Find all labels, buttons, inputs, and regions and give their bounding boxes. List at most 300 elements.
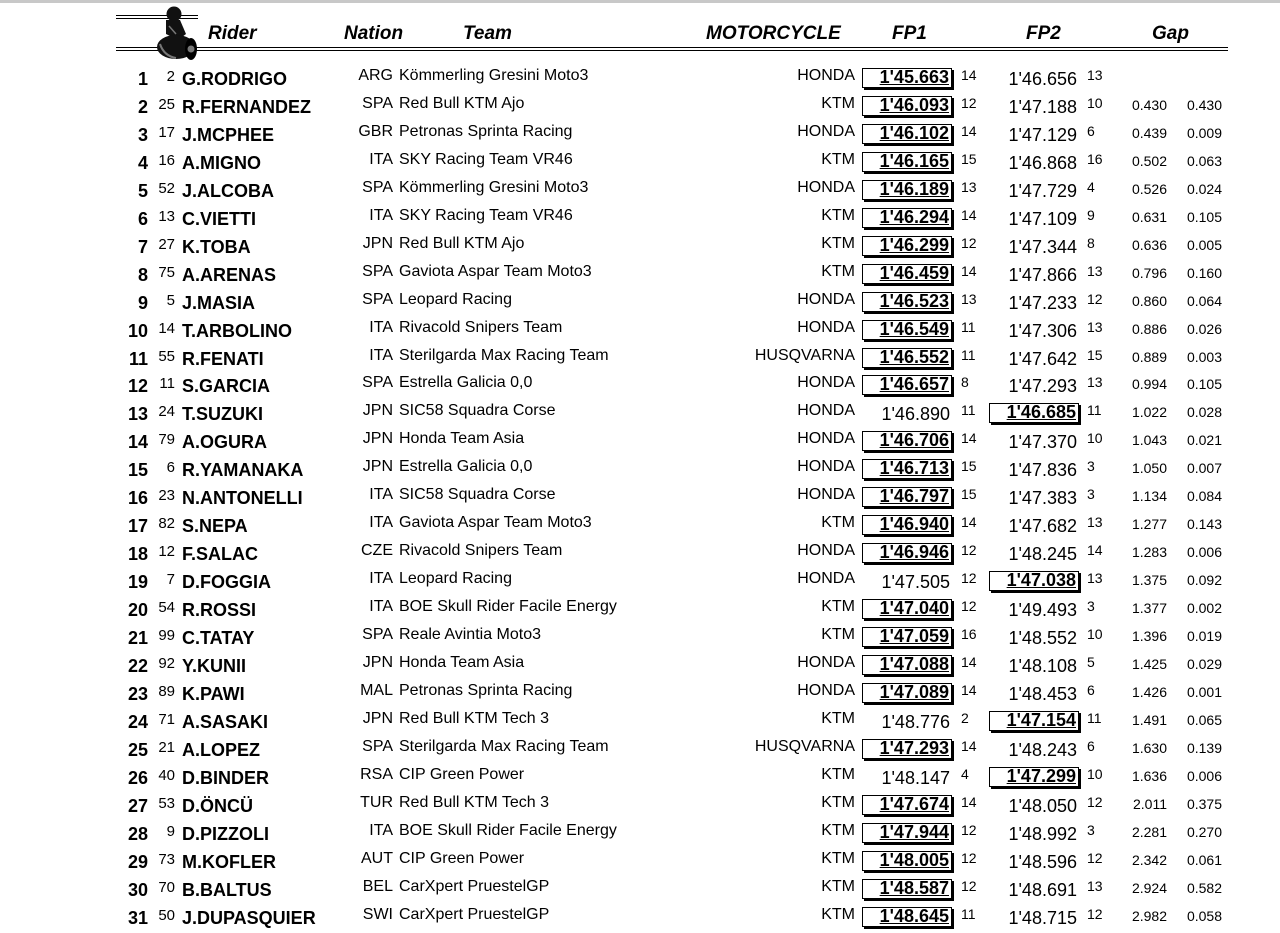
team-name: Petronas Sprinta Racing: [399, 681, 573, 699]
table-row: [0, 902, 1280, 930]
fp2-lap: 12: [1087, 905, 1103, 922]
rider-number: 7: [166, 571, 175, 589]
table-row: [0, 762, 1280, 790]
rider-number: 55: [158, 347, 175, 365]
rider-number: 24: [158, 403, 175, 421]
fp1-lap: 14: [961, 514, 977, 531]
team-name: CIP Green Power: [399, 765, 525, 783]
motorcycle: HONDA: [797, 570, 855, 588]
fp1-lap: 14: [961, 793, 977, 810]
header-rider: Rider: [208, 23, 257, 44]
fp2-lap: 3: [1087, 598, 1095, 615]
position: 15: [127, 460, 148, 481]
gap-to-first: 1.426: [1131, 683, 1167, 700]
fp2-lap: 12: [1087, 849, 1103, 866]
table-row: [0, 259, 1280, 287]
fp1-time: 1'46.657: [862, 375, 952, 395]
fp1-lap: 12: [961, 234, 977, 251]
fp1-lap: 8: [961, 374, 969, 391]
gap-to-first: 2.342: [1131, 851, 1167, 868]
rider-number: 2: [166, 68, 175, 85]
gap-to-previous: 0.061: [1186, 851, 1222, 868]
gap-to-first: 0.502: [1131, 152, 1167, 169]
nation: SPA: [362, 178, 393, 196]
gap-to-first: 1.050: [1131, 460, 1167, 477]
nation: TUR: [360, 793, 393, 811]
fp2-lap: 6: [1087, 681, 1095, 698]
top-border: [0, 0, 1280, 3]
gap-to-previous: 0.105: [1186, 376, 1222, 393]
fp2-time: 1'47.642: [1008, 348, 1077, 369]
motorcycle: KTM: [821, 849, 855, 867]
nation: CZE: [361, 542, 393, 560]
fp2-lap: 13: [1087, 514, 1103, 531]
fp2-lap: 13: [1087, 318, 1103, 335]
rider-number: 54: [158, 599, 175, 617]
gap-to-first: 2.924: [1131, 879, 1167, 896]
fp2-time: 1'47.344: [1008, 236, 1077, 257]
gap-to-previous: 0.064: [1186, 292, 1222, 309]
fp2-time: 1'49.493: [1008, 600, 1077, 621]
position: 29: [127, 851, 148, 872]
rider-name: K.PAWI: [182, 683, 245, 704]
nation: SPA: [362, 262, 393, 280]
position: 28: [127, 823, 148, 844]
team-name: Red Bull KTM Ajo: [399, 234, 525, 252]
gap-to-previous: 0.375: [1186, 795, 1222, 812]
fp1-lap: 14: [961, 681, 977, 698]
motorcycle: KTM: [821, 821, 855, 839]
fp2-lap: 14: [1087, 542, 1103, 559]
gap-to-previous: 0.002: [1186, 600, 1222, 617]
team-name: Honda Team Asia: [399, 653, 525, 671]
position: 11: [128, 348, 148, 369]
fp2-lap: 10: [1087, 94, 1103, 111]
fp2-time: 1'48.715: [1008, 907, 1077, 928]
rider-name: J.DUPASQUIER: [182, 907, 316, 928]
fp2-lap: 10: [1087, 626, 1103, 642]
motorcycle-rider-logo: [152, 4, 204, 62]
table-row: [0, 343, 1280, 371]
table-row: [0, 594, 1280, 622]
fp2-time: 1'46.656: [1008, 69, 1077, 89]
fp2-time: 1'47.306: [1008, 320, 1077, 341]
gap-to-previous: 0.160: [1186, 264, 1222, 281]
gap-to-previous: 0.029: [1186, 655, 1222, 672]
header-rule-bottom-2: [116, 50, 1228, 51]
fp1-time: 1'48.645: [862, 907, 952, 927]
rider-number: 73: [158, 850, 175, 868]
table-row: [0, 846, 1280, 874]
fp1-time: 1'46.294: [862, 208, 952, 228]
fp1-time: 1'46.706: [862, 431, 952, 451]
fp1-lap: 2: [961, 709, 969, 726]
table-row: [0, 734, 1280, 762]
nation: SWI: [362, 905, 393, 923]
motorcycle: HONDA: [797, 486, 855, 504]
rider-name: A.SASAKI: [182, 711, 269, 732]
table-row: [0, 398, 1280, 426]
table-row: [0, 203, 1280, 231]
gap-to-first: 0.860: [1131, 292, 1167, 309]
team-name: SKY Racing Team VR46: [399, 206, 573, 224]
header-fp1: FP1: [892, 23, 927, 44]
gap-to-previous: 0.003: [1186, 348, 1222, 365]
fp1-time: 1'46.189: [862, 180, 952, 200]
rider-name: G.RODRIGO: [182, 69, 288, 89]
fp1-time: 1'46.890: [881, 404, 950, 425]
team-name: Gaviota Aspar Team Moto3: [399, 514, 592, 532]
rider-number: 16: [158, 151, 175, 169]
motorcycle: HONDA: [797, 402, 855, 420]
table-row: [0, 790, 1280, 818]
nation: RSA: [360, 765, 393, 783]
fp1-lap: 12: [961, 542, 977, 559]
motorcycle: KTM: [821, 709, 855, 727]
nation: JPN: [362, 402, 393, 420]
fp1-lap: 4: [961, 765, 969, 782]
fp1-lap: 11: [961, 402, 976, 419]
motorcycle: HUSQVARNA: [754, 737, 855, 755]
header-nation: Nation: [344, 23, 404, 44]
team-name: CarXpert PruestelGP: [399, 877, 550, 895]
gap-to-previous: 0.105: [1186, 208, 1222, 225]
fp2-lap: 6: [1087, 737, 1095, 754]
rider-number: 23: [158, 487, 175, 505]
motorcycle: HONDA: [797, 458, 855, 476]
motorcycle: KTM: [821, 626, 855, 643]
fp1-time: 1'48.776: [881, 711, 950, 732]
nation: ARG: [358, 67, 393, 84]
rider-name: D.PIZZOLI: [182, 823, 269, 844]
fp2-time: 1'48.552: [1008, 628, 1077, 648]
gap-to-first: 1.425: [1131, 655, 1167, 672]
rider-number: 21: [158, 738, 175, 756]
nation: BEL: [362, 877, 393, 895]
fp1-time: 1'47.088: [862, 655, 952, 675]
table-row: [0, 426, 1280, 454]
team-name: Honda Team Asia: [399, 430, 525, 448]
rider-number: 53: [158, 794, 175, 812]
rider-number: 50: [158, 906, 175, 924]
motorcycle: KTM: [821, 262, 855, 280]
fp1-lap: 12: [961, 849, 977, 866]
gap-to-first: 1.375: [1131, 572, 1167, 589]
motorcycle: KTM: [821, 234, 855, 252]
gap-to-previous: 0.139: [1186, 739, 1222, 756]
gap-to-first: 0.631: [1131, 208, 1167, 225]
position: 13: [127, 404, 148, 425]
motorcycle: HONDA: [797, 653, 855, 671]
fp1-time: 1'46.940: [862, 515, 952, 535]
gap-to-previous: 0.021: [1186, 432, 1222, 449]
fp2-time: 1'47.188: [1008, 96, 1077, 117]
position: 3: [137, 124, 148, 145]
fp2-lap: 12: [1087, 793, 1103, 810]
rider-number: 52: [158, 179, 175, 197]
nation: ITA: [369, 598, 393, 616]
position: 21: [127, 628, 148, 648]
fp2-lap: 12: [1087, 290, 1103, 307]
nation: SPA: [362, 290, 393, 308]
position: 1: [137, 69, 148, 89]
nation: SPA: [362, 626, 393, 643]
fp2-lap: 16: [1087, 150, 1103, 167]
motorcycle: KTM: [821, 905, 855, 923]
fp1-lap: 11: [961, 318, 976, 335]
fp1-time: 1'46.165: [862, 152, 952, 172]
fp2-time: 1'48.596: [1008, 851, 1077, 872]
position: 20: [127, 600, 148, 621]
position: 16: [127, 488, 148, 509]
position: 30: [127, 879, 148, 900]
position: 22: [127, 655, 148, 676]
rider-name: M.KOFLER: [182, 851, 276, 872]
fp2-lap: 4: [1087, 178, 1095, 195]
gap-to-first: 2.011: [1133, 795, 1167, 812]
gap-to-previous: 0.270: [1186, 823, 1222, 840]
table-row: [0, 454, 1280, 482]
table-row: [0, 175, 1280, 203]
rider-name: J.MASIA: [182, 292, 256, 313]
team-name: CIP Green Power: [399, 849, 525, 867]
fp2-time: 1'47.038: [989, 571, 1079, 591]
rider-number: 25: [158, 95, 175, 113]
table-row: [0, 706, 1280, 734]
fp2-time: 1'47.383: [1008, 488, 1077, 509]
table-row: [0, 566, 1280, 594]
nation: ITA: [369, 318, 393, 336]
fp1-time: 1'47.059: [862, 627, 952, 647]
fp2-lap: 3: [1087, 486, 1095, 503]
motorcycle: KTM: [821, 765, 855, 783]
fp1-time: 1'46.459: [862, 264, 952, 284]
team-name: Reale Avintia Moto3: [399, 626, 542, 643]
fp1-time: 1'46.552: [862, 348, 952, 368]
gap-to-previous: 0.028: [1186, 404, 1222, 421]
motorcycle: KTM: [821, 793, 855, 811]
rider-name: A.OGURA: [182, 432, 267, 453]
rider-name: S.GARCIA: [182, 376, 271, 397]
team-name: Red Bull KTM Tech 3: [399, 793, 549, 811]
nation: ITA: [369, 150, 393, 168]
fp1-time: 1'46.797: [862, 487, 952, 507]
team-name: Gaviota Aspar Team Moto3: [399, 262, 592, 280]
fp2-lap: 5: [1087, 653, 1095, 670]
gap-to-first: 1.043: [1131, 432, 1167, 449]
fp2-lap: 11: [1087, 402, 1102, 419]
fp1-time: 1'46.549: [862, 320, 952, 340]
fp2-time: 1'47.836: [1008, 460, 1077, 481]
position: 23: [127, 683, 148, 704]
rider-name: N.ANTONELLI: [182, 488, 303, 509]
position: 5: [137, 180, 148, 201]
nation: JPN: [362, 430, 393, 448]
header-gap: Gap: [1152, 23, 1189, 44]
rider-number: 99: [158, 627, 175, 644]
fp1-lap: 13: [961, 290, 977, 307]
fp1-lap: 12: [961, 877, 977, 894]
position: 2: [137, 96, 148, 117]
fp1-time: 1'47.944: [862, 823, 952, 843]
nation: ITA: [369, 486, 393, 504]
position: 25: [127, 739, 148, 760]
fp1-time: 1'48.005: [862, 851, 952, 871]
fp2-time: 1'47.729: [1008, 180, 1077, 201]
rider-name: J.MCPHEE: [182, 124, 275, 145]
fp2-lap: 3: [1087, 458, 1095, 475]
table-row: [0, 119, 1280, 147]
rider-number: 13: [158, 207, 175, 225]
rider-number: 14: [158, 319, 175, 337]
rider-number: 40: [158, 766, 175, 784]
motorcycle: HONDA: [797, 374, 855, 392]
team-name: Sterilgarda Max Racing Team: [399, 346, 609, 364]
table-row: [0, 287, 1280, 315]
team-name: BOE Skull Rider Facile Energy: [399, 598, 617, 616]
gap-to-previous: 0.024: [1186, 180, 1222, 197]
table-row: [0, 650, 1280, 678]
rider-name: R.FENATI: [182, 348, 264, 369]
position: 4: [137, 152, 148, 173]
gap-to-first: 1.277: [1131, 516, 1167, 533]
fp1-time: 1'46.946: [862, 543, 952, 563]
fp2-time: 1'46.868: [1008, 152, 1077, 173]
team-name: Rivacold Snipers Team: [399, 542, 563, 560]
fp1-lap: 15: [961, 458, 977, 475]
table-row: [0, 315, 1280, 343]
fp1-lap: 12: [961, 94, 977, 111]
motorcycle: HONDA: [797, 681, 855, 699]
table-row: [0, 147, 1280, 175]
fp1-time: 1'47.293: [862, 739, 952, 759]
position: 14: [127, 432, 148, 453]
position: 27: [127, 795, 148, 816]
header-motorcycle: MOTORCYCLE: [706, 23, 841, 44]
position: 9: [137, 292, 148, 313]
gap-to-previous: 0.006: [1186, 544, 1222, 561]
gap-to-first: 2.281: [1131, 823, 1167, 840]
motorcycle: HONDA: [797, 178, 855, 196]
rider-number: 92: [158, 654, 175, 672]
gap-to-first: 0.439: [1131, 124, 1167, 141]
rider-number: 82: [158, 515, 175, 533]
fp1-time: 1'46.713: [862, 459, 952, 479]
position: 24: [127, 711, 148, 732]
fp1-time: 1'46.102: [862, 124, 952, 144]
position: 26: [127, 767, 148, 788]
gap-to-first: 1.396: [1131, 628, 1167, 644]
fp1-lap: 16: [961, 626, 977, 642]
fp1-time: 1'48.147: [881, 767, 950, 788]
fp2-time: 1'47.370: [1008, 432, 1077, 453]
rider-name: Y.KUNII: [182, 655, 247, 676]
fp2-time: 1'48.108: [1008, 655, 1077, 676]
motorcycle: HUSQVARNA: [754, 346, 855, 364]
rider-number: 6: [166, 459, 175, 477]
fp1-time: 1'46.299: [862, 236, 952, 256]
rider-name: J.ALCOBA: [182, 180, 275, 201]
fp2-lap: 13: [1087, 877, 1103, 894]
fp2-time: 1'47.866: [1008, 264, 1077, 285]
rider-number: 27: [158, 235, 175, 253]
table-row: [0, 538, 1280, 566]
table-row: [0, 91, 1280, 119]
gap-to-previous: 0.009: [1186, 124, 1222, 141]
nation: SPA: [362, 94, 393, 112]
team-name: Kömmerling Gresini Moto3: [399, 178, 589, 196]
table-row: [0, 874, 1280, 902]
fp1-lap: 14: [961, 262, 977, 279]
fp2-lap: 13: [1087, 374, 1103, 391]
nation: JPN: [362, 234, 393, 252]
rider-name: R.ROSSI: [182, 600, 257, 621]
motorcycle: KTM: [821, 877, 855, 895]
rider-name: S.NEPA: [182, 516, 248, 537]
table-row: [0, 510, 1280, 538]
rider-number: 11: [159, 375, 175, 393]
team-name: Kömmerling Gresini Moto3: [399, 67, 589, 84]
fp1-lap: 11: [961, 905, 976, 922]
rider-name: F.SALAC: [182, 544, 258, 565]
fp2-lap: 9: [1087, 206, 1095, 223]
motorcycle: HONDA: [797, 67, 855, 84]
fp1-time: 1'48.587: [862, 879, 952, 899]
gap-to-previous: 0.026: [1186, 320, 1222, 337]
fp1-time: 1'47.089: [862, 683, 952, 703]
fp2-lap: 8: [1087, 234, 1095, 251]
fp1-lap: 14: [961, 430, 977, 447]
gap-to-previous: 0.582: [1186, 879, 1222, 896]
nation: SPA: [362, 374, 393, 392]
fp1-lap: 14: [961, 122, 977, 139]
rider-number: 75: [158, 263, 175, 281]
gap-to-first: 0.796: [1131, 264, 1167, 281]
fp2-lap: 13: [1087, 262, 1103, 279]
rider-name: A.LOPEZ: [182, 739, 261, 760]
fp1-time: 1'47.505: [881, 572, 950, 593]
gap-to-first: 1.630: [1131, 739, 1167, 756]
fp2-time: 1'46.685: [989, 403, 1079, 423]
fp1-lap: 15: [961, 150, 977, 167]
gap-to-first: 1.377: [1131, 600, 1167, 617]
gap-to-previous: 0.058: [1186, 907, 1222, 924]
rider-name: K.TOBA: [182, 236, 251, 257]
rider-name: D.FOGGIA: [182, 572, 271, 593]
fp2-time: 1'48.453: [1008, 683, 1077, 704]
motorcycle: KTM: [821, 206, 855, 224]
motorcycle: HONDA: [797, 430, 855, 448]
gap-to-first: 1.022: [1131, 404, 1167, 421]
rider-name: T.SUZUKI: [182, 404, 263, 425]
team-name: SIC58 Squadra Corse: [399, 402, 556, 420]
position: 10: [127, 320, 148, 341]
gap-to-first: 2.982: [1131, 907, 1167, 924]
team-name: SKY Racing Team VR46: [399, 150, 573, 168]
fp2-time: 1'47.293: [1008, 376, 1077, 397]
fp2-time: 1'47.682: [1008, 516, 1077, 537]
rider-number: 5: [166, 291, 175, 309]
position: 31: [127, 907, 148, 928]
motorcycle: HONDA: [797, 542, 855, 560]
motorcycle: KTM: [821, 514, 855, 532]
fp2-time: 1'48.050: [1008, 795, 1077, 816]
rider-name: R.FERNANDEZ: [182, 96, 311, 117]
fp2-lap: 6: [1087, 122, 1095, 139]
fp2-time: 1'47.299: [989, 767, 1079, 787]
nation: JPN: [362, 653, 393, 671]
fp1-time: 1'47.674: [862, 795, 952, 815]
